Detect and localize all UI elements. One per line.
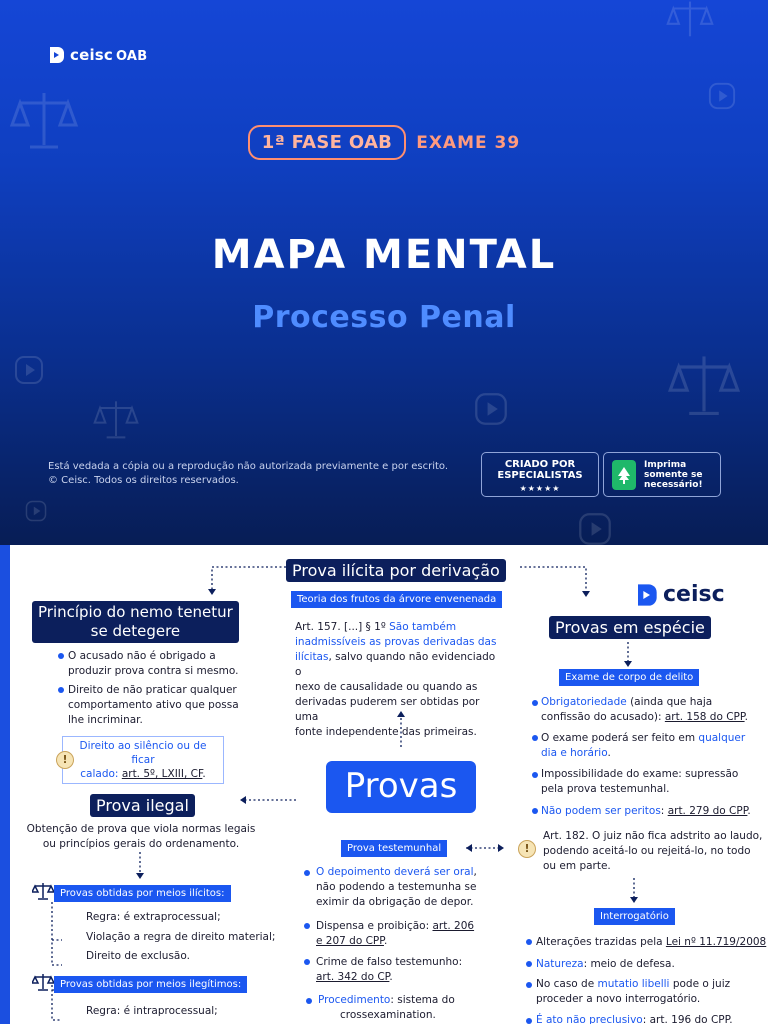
scale-icon (92, 396, 140, 444)
i2b: : meio de defesa. (583, 958, 675, 970)
interrog-item-4 (536, 1013, 733, 1024)
interrog-item-1 (536, 935, 766, 950)
silencio-line-1: Direito ao silêncio ou de ficar (79, 740, 207, 766)
derivacao-l3a: ilícitas (295, 651, 329, 663)
t2d: . (383, 935, 388, 947)
silencio-2c: . (202, 768, 206, 780)
c2d: . (607, 747, 611, 759)
brand-suffix: OAB (116, 49, 148, 64)
scale-icon (665, 0, 715, 42)
i4b: : art. 196 do CPP. (642, 1014, 733, 1024)
t2c: e 207 do CPP (316, 935, 384, 947)
bullet-icon (532, 808, 538, 814)
i4a: É ato não preclusivo (536, 1014, 643, 1024)
c2b: qualquer (698, 732, 746, 744)
play-icon (578, 512, 612, 545)
i3c: pode o juiz (669, 978, 731, 990)
silencio-2b: art. 5º, LXIII, CF (121, 768, 203, 780)
t2a: Dispensa e proibição: (316, 920, 433, 932)
play-icon (708, 82, 736, 110)
test-item-2 (316, 919, 474, 949)
nemo-title-2: se detegere (90, 622, 181, 640)
print-text (644, 460, 703, 490)
specialists-badge (481, 452, 599, 497)
interrogatorio-tag: Interrogatório (594, 908, 675, 925)
ilegitimos-tag: Provas obtidas por meios ilegítimos: (54, 976, 247, 993)
c1b: (ainda que haja (626, 696, 713, 708)
fase-pill: 1ª FASE OAB (248, 125, 406, 160)
copyright-line-1: Está vedada a cópia ou a reprodução não autorizada previamente e por escrito. (48, 461, 449, 472)
ilegal-desc (26, 822, 256, 852)
brand-logo (48, 46, 147, 64)
i2a: Natureza (536, 958, 584, 970)
ilicitos-item: Direito de exclusão. (86, 950, 190, 962)
warning-icon: ! (518, 840, 536, 858)
scale-icon (32, 973, 54, 991)
play-icon (25, 500, 47, 522)
badge-spec-line-2: ESPECIALISTAS (497, 470, 583, 481)
bullet-icon (526, 982, 532, 988)
nemo-b2a: Direito de não praticar qualquer (68, 684, 237, 696)
silencio-box (62, 736, 224, 784)
nemo-b1a: O acusado não é obrigado a (68, 650, 216, 662)
i3a: No caso de (536, 978, 598, 990)
t1d: eximir da obrigação de depor. (316, 896, 474, 908)
brand-name (70, 46, 147, 64)
t3b: art. 342 do CP (316, 971, 390, 983)
corpo-item-4 (541, 804, 751, 819)
ilegal-desc-1: Obtenção de prova que viola normas legais (26, 823, 256, 835)
print-line-3: necessário! (644, 479, 703, 490)
c3a: Impossibilidade do exame: supressão (541, 768, 739, 780)
copyright-line-2: © Ceisc. Todos os direitos reservados. (48, 475, 239, 486)
bullet-icon (58, 653, 64, 659)
c1e: . (744, 711, 748, 723)
bullet-icon (304, 870, 310, 876)
brand-word: ceisc (70, 46, 114, 64)
ceisc-logo-icon (635, 583, 657, 607)
derivacao-l6: fonte independente das primeiras. (295, 726, 477, 738)
ilegal-title: Prova ilegal (90, 794, 195, 817)
t2b: art. 206 (432, 920, 475, 932)
ilegal-desc-2: ou princípios gerais do ordenamento. (42, 838, 240, 850)
art182-2: podendo aceitá-lo ou rejeitá-lo, no todo (543, 845, 751, 857)
bullet-icon (532, 700, 538, 706)
c1d: art. 158 do CPP (664, 711, 745, 723)
exam-row (0, 125, 768, 160)
i3d: proceder a novo interrogatório. (536, 993, 701, 1005)
derivacao-l1b: São também (389, 621, 457, 633)
c2a: O exame poderá ser feito em (541, 732, 699, 744)
bullet-icon (526, 939, 532, 945)
t4c: crossexamination. (340, 1009, 436, 1021)
bullet-icon (526, 961, 532, 967)
t4a: Procedimento (318, 994, 391, 1006)
i1a: Alterações trazidas pela (536, 936, 666, 948)
c1c: confissão do acusado): (541, 711, 665, 723)
derivacao-l1a: Art. 157. [...] § 1º (295, 621, 390, 633)
star-rating: ★★★★★ (519, 484, 561, 493)
nemo-title (32, 601, 239, 643)
scale-icon (666, 348, 742, 424)
art182-3: ou em parte. (543, 860, 611, 872)
especie-title: Provas em espécie (549, 616, 711, 639)
c4b: : (660, 805, 668, 817)
ceisc-logo-icon (48, 46, 64, 64)
play-icon (474, 392, 508, 426)
art182-note (543, 829, 762, 874)
print-line-2: somente se (644, 469, 703, 480)
copyright-notice (48, 460, 448, 488)
ilegitimos-item: Regra: é intraprocessual; (86, 1005, 218, 1017)
t3a: Crime de falso testemunho: (316, 956, 463, 968)
derivacao-l3b: , salvo quando não evidenciado o (295, 651, 496, 678)
nemo-item-1 (68, 649, 239, 679)
test-item-3 (316, 955, 462, 985)
i1b: Lei nº 11.719/2008 (665, 936, 767, 948)
bullet-icon (532, 772, 538, 778)
ceisc-brand (635, 582, 725, 607)
t3c: . (389, 971, 393, 983)
nemo-title-1: Princípio do nemo tenetur (38, 603, 233, 621)
print-badge (603, 452, 721, 497)
bullet-icon (306, 998, 312, 1004)
t1a: O depoimento deverá ser oral (316, 866, 474, 878)
tree-icon (612, 460, 636, 490)
interrog-item-3 (536, 977, 730, 1007)
page-title: MAPA MENTAL (211, 232, 557, 278)
corpo-delito-tag: Exame de corpo de delito (559, 669, 699, 686)
exame-label: EXAME 39 (416, 132, 521, 153)
c4c: art. 279 do CPP (667, 805, 748, 817)
derivacao-l2: inadmissíveis as provas derivadas das (295, 636, 497, 648)
ilicitos-item: Violação a regra de direito material; (86, 931, 276, 943)
testemunhal-tag: Prova testemunhal (341, 840, 447, 857)
print-line-1: Imprima (644, 459, 687, 470)
c4d: . (747, 805, 751, 817)
derivacao-l5: derivadas puderem ser obtidas por uma (295, 696, 480, 723)
corpo-item-3 (541, 767, 738, 797)
nemo-b2b: comportamento ativo que possa (68, 699, 239, 711)
corpo-item-2 (541, 731, 745, 761)
c2c: dia e horário (541, 747, 608, 759)
bullet-icon (526, 1018, 532, 1024)
art182-1: Art. 182. O juiz não fica adstrito ao laudo, (543, 830, 763, 842)
ilicitos-item: Regra: é extraprocessual; (86, 911, 221, 923)
warning-icon: ! (56, 751, 74, 769)
mind-map (0, 545, 768, 1024)
nemo-b2c: lhe incriminar. (68, 714, 143, 726)
ilicitos-tag: Provas obtidas por meios ilícitos: (54, 885, 231, 902)
derivacao-l4: nexo de causalidade ou quando as (295, 681, 478, 693)
derivacao-tag: Teoria dos frutos da árvore envenenada (291, 591, 502, 608)
derivacao-title: Prova ilícita por derivação (286, 559, 506, 582)
scale-icon (32, 882, 54, 900)
ceisc-wordmark: ceisc (663, 582, 725, 607)
c3b: pela prova testemunhal. (541, 783, 670, 795)
nemo-item-2 (68, 683, 239, 728)
silencio-2a: calado: (80, 768, 122, 780)
t1c: não podendo a testemunha se (316, 881, 477, 893)
c1a: Obrigatoriedade (541, 696, 627, 708)
i3b: mutatio libelli (597, 978, 670, 990)
badge-spec-line-1: CRIADO POR (504, 459, 576, 470)
corpo-item-1 (541, 695, 748, 725)
derivacao-text (295, 620, 501, 740)
bullet-icon (304, 959, 310, 965)
play-icon (14, 355, 44, 385)
bullet-icon (532, 735, 538, 741)
bullet-icon (58, 687, 64, 693)
page-subtitle: Processo Penal (252, 300, 516, 335)
nemo-b1b: produzir prova contra si mesmo. (68, 665, 239, 677)
c4a: Não podem ser peritos (541, 805, 661, 817)
interrog-item-2 (536, 957, 675, 972)
bullet-icon (304, 923, 310, 929)
test-item-1 (316, 865, 477, 910)
central-topic: Provas (326, 761, 476, 813)
t1b: , (473, 866, 477, 878)
test-item-4 (318, 993, 455, 1023)
t4b: : sistema do (390, 994, 455, 1006)
